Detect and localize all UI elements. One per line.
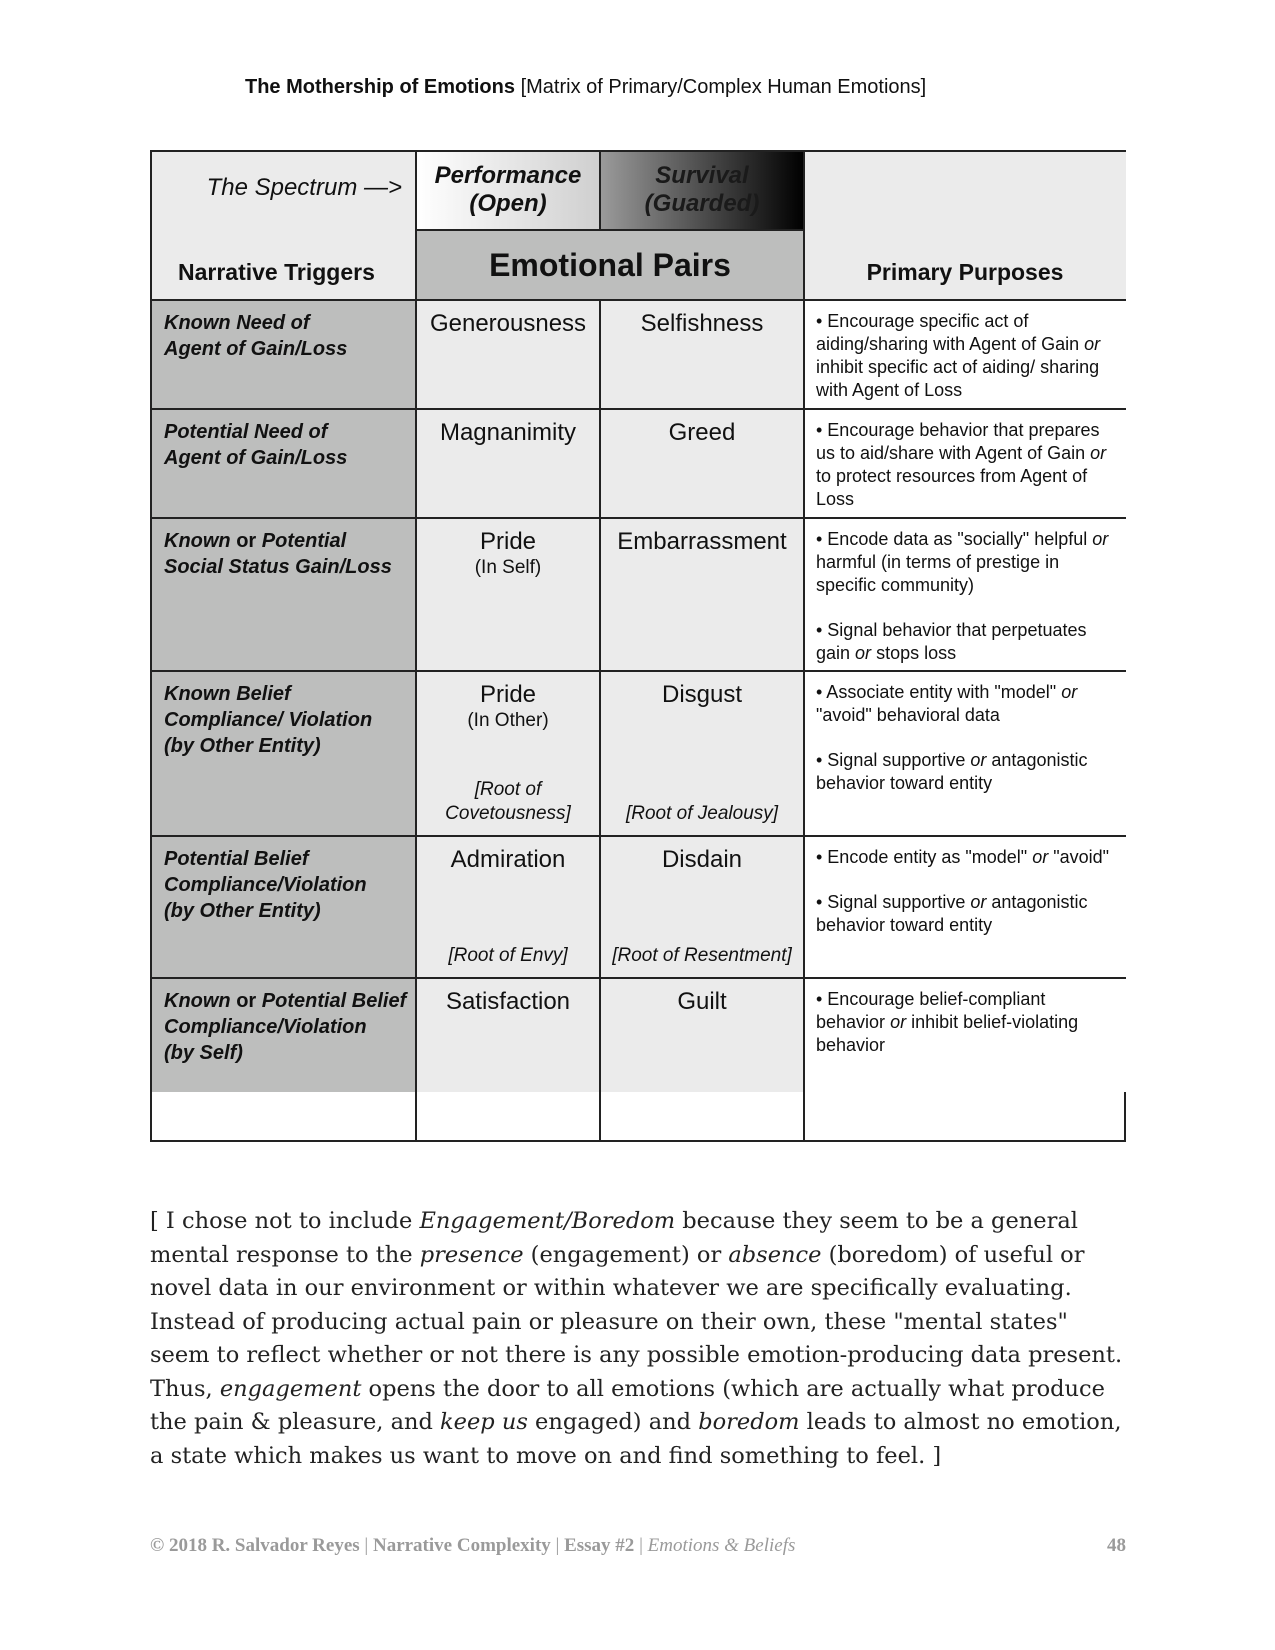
explanatory-note xyxy=(150,1205,1130,1473)
performance-emotion-cell xyxy=(416,300,600,409)
performance-emotion-cell xyxy=(416,978,600,1092)
emotion-name: Disdain xyxy=(661,846,743,873)
emotion-name: Guilt xyxy=(677,988,727,1015)
emotion-qualifier: (In Other) xyxy=(467,710,549,731)
purpose-cell xyxy=(804,671,1126,836)
trigger-label: Known or Potential Social Status Gain/Loss xyxy=(164,530,392,578)
survival-emotion-cell xyxy=(600,409,804,518)
trigger-cell xyxy=(152,836,416,978)
emotion-name: Pride xyxy=(479,528,537,555)
survival-label: Survival xyxy=(655,162,749,189)
emotion-name: Magnanimity xyxy=(439,419,577,446)
grid-line xyxy=(599,300,601,1142)
performance-header xyxy=(416,152,600,230)
primary-purposes-heading-cell xyxy=(804,152,1126,300)
grid-line xyxy=(416,229,804,231)
emotion-root-note: [Root of Covetousness] xyxy=(445,779,571,824)
purpose-bullet: • Signal supportive or antagonistic behavior toward entity xyxy=(816,892,1088,935)
trigger-label: Known Need of Agent of Gain/Loss xyxy=(164,312,348,360)
page-title-rest: [Matrix of Primary/Complex Human Emotions] xyxy=(520,76,927,98)
trigger-label: Known or Potential Belief Compliance/Violation (by Self) xyxy=(164,990,407,1064)
grid-line xyxy=(152,670,1126,672)
purpose-cell xyxy=(804,518,1126,671)
page-number: 48 xyxy=(1107,1535,1126,1556)
spectrum-cell xyxy=(152,152,416,300)
emotion-name: Greed xyxy=(668,419,736,446)
grid-line xyxy=(152,517,1126,519)
primary-purposes-heading: Primary Purposes xyxy=(866,259,1064,285)
purpose-cell xyxy=(804,978,1126,1092)
emotion-name: Admiration xyxy=(450,846,566,873)
emotion-name: Disgust xyxy=(661,681,743,708)
emotions-matrix xyxy=(150,150,1126,1142)
grid-line xyxy=(599,152,601,230)
emotion-root-note: [Root of Resentment] xyxy=(612,945,792,966)
purpose-cell xyxy=(804,300,1126,409)
footer-book: Narrative Complexity xyxy=(372,1535,551,1556)
survival-emotion-cell xyxy=(600,836,804,978)
footer-essay: Essay #2 xyxy=(564,1535,635,1556)
performance-emotion-cell xyxy=(416,836,600,978)
emotion-root-note: [Root of Envy] xyxy=(448,945,568,966)
performance-emotion-cell xyxy=(416,518,600,671)
spectrum-label: The Spectrum —> xyxy=(206,174,402,201)
performance-emotion-cell xyxy=(416,671,600,836)
trigger-label: Potential Need of Agent of Gain/Loss xyxy=(164,421,348,469)
trigger-cell xyxy=(152,518,416,671)
note-paragraph: [ I chose not to include Engagement/Boredom because they seem to be a general mental response to the presence (engagement) or absence (boredom) of useful or novel data in our environment or within whatever we are specifically evaluating. Instead of producing actual pain or pleasure on their own, these "mental states" seem to reflect whether or not there is any possible emotion-producing data present. Thus, engagement opens the door to all emotions (which are actually what produce the pain & pleasure, and keep us engaged) and boredom leads to almost no emotion, a state which makes us want to move on and find something to feel. ] xyxy=(150,1208,1123,1469)
purpose-bullet: • Signal supportive or antagonistic behavior toward entity xyxy=(816,750,1088,793)
purpose-bullet: • Encode entity as "model" or "avoid" xyxy=(816,847,1110,867)
page-title-bold: The Mothership of Emotions xyxy=(245,76,515,98)
emotion-name: Satisfaction xyxy=(445,988,571,1015)
page-footer: © 2018 R. Salvador Reyes | Narrative Complexity | Essay #2 | Emotions & Beliefs 48 xyxy=(150,1535,1126,1556)
purpose-bullet: • Encourage specific act of aiding/sharing with Agent of Gain or inhibit specific act of aiding/ sharing with Agent of Loss xyxy=(816,311,1101,400)
survival-emotion-cell xyxy=(600,671,804,836)
footer-topic: Emotions & Beliefs xyxy=(647,1535,796,1556)
grid-line xyxy=(152,835,1126,837)
grid-line xyxy=(152,977,1126,979)
purpose-bullet: • Encode data as "socially" helpful or harmful (in terms of prestige in specific community) xyxy=(816,529,1109,595)
trigger-cell xyxy=(152,409,416,518)
trigger-cell xyxy=(152,978,416,1092)
trigger-cell xyxy=(152,671,416,836)
purpose-bullet: • Associate entity with "model" or "avoid" behavioral data xyxy=(816,682,1078,725)
survival-emotion-cell xyxy=(600,978,804,1092)
trigger-cell xyxy=(152,300,416,409)
performance-label: Performance xyxy=(434,162,582,189)
survival-sublabel: (Guarded) xyxy=(644,190,760,217)
purpose-cell xyxy=(804,836,1126,978)
emotion-root-note: [Root of Jealousy] xyxy=(625,803,779,824)
trigger-label: Known Belief Compliance/ Violation (by Other Entity) xyxy=(164,683,373,757)
narrative-triggers-heading: Narrative Triggers xyxy=(178,259,375,285)
performance-sublabel: (Open) xyxy=(469,190,547,217)
survival-emotion-cell xyxy=(600,518,804,671)
purpose-bullet: • Encourage belief-compliant behavior or inhibit belief-violating behavior xyxy=(816,989,1079,1055)
purpose-bullet: • Signal behavior that perpetuates gain or stops loss xyxy=(816,620,1087,663)
purpose-bullet: • Encourage behavior that prepares us to aid/share with Agent of Gain or to protect resources from Agent of Loss xyxy=(816,420,1107,509)
page-title xyxy=(245,76,926,99)
survival-header xyxy=(600,152,804,230)
survival-emotion-cell xyxy=(600,300,804,409)
emotion-name: Pride xyxy=(479,681,537,708)
footer-copyright: © 2018 R. Salvador Reyes xyxy=(150,1535,360,1556)
emotion-name: Selfishness xyxy=(640,310,764,337)
emotional-pairs-heading-cell xyxy=(416,230,804,300)
emotion-qualifier: (In Self) xyxy=(474,557,542,578)
grid-line xyxy=(152,299,1126,301)
performance-emotion-cell xyxy=(416,409,600,518)
grid-line xyxy=(152,408,1126,410)
emotion-name: Generousness xyxy=(429,310,587,337)
purpose-cell xyxy=(804,409,1126,518)
trigger-label: Potential Belief Compliance/Violation (by Other Entity) xyxy=(164,848,367,922)
emotion-name: Embarrassment xyxy=(617,528,787,555)
emotional-pairs-heading: Emotional Pairs xyxy=(489,247,731,283)
